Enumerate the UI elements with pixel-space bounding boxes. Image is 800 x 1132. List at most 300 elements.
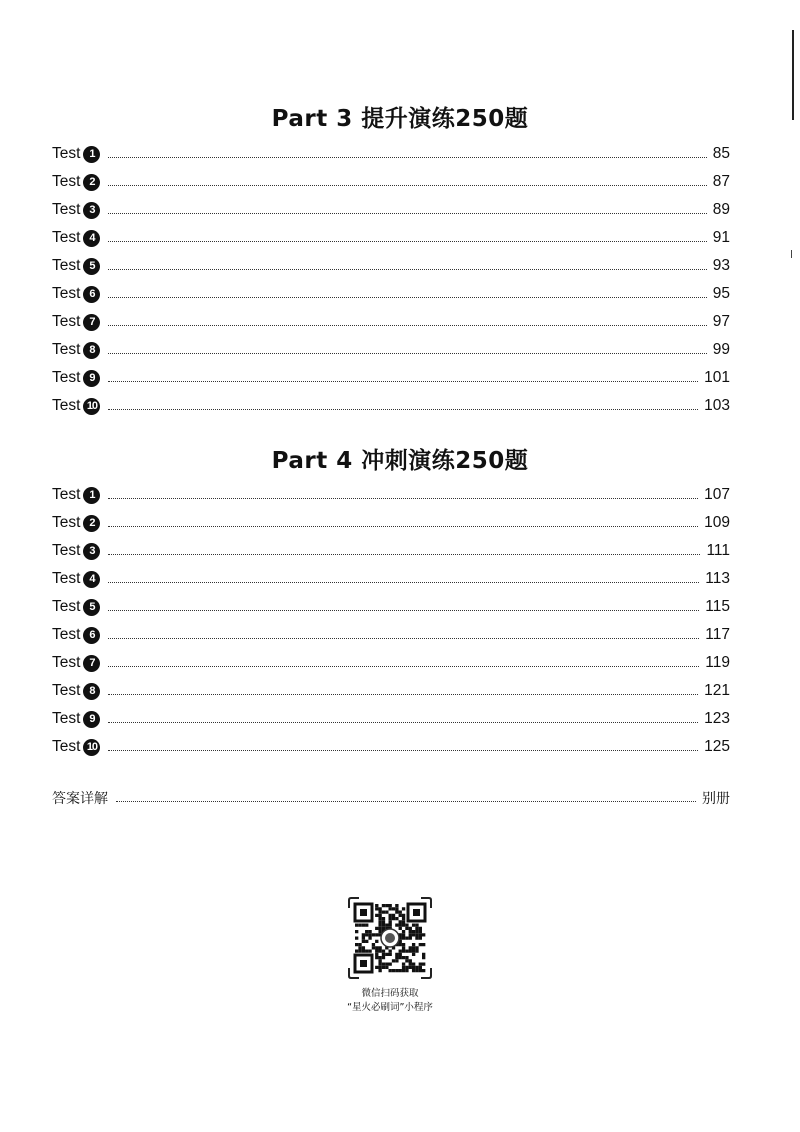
page-number: 115 [705,598,730,615]
qr-module [405,966,408,969]
qr-module [389,917,392,920]
test-label-wrap [52,710,100,728]
qr-module [375,953,378,956]
qr-module [405,956,408,959]
qr-module [358,943,361,946]
qr-module [375,904,378,907]
qr-module [365,950,368,953]
test-label: Test [52,486,81,503]
qr-module [385,904,388,907]
qr-module [372,933,375,936]
page-number: 121 [704,682,730,699]
toc-row-test[interactable] [52,392,730,420]
part3-title: Part 3 提升演练250题 [271,106,529,132]
qr-module [402,917,405,920]
qr-module [412,930,415,933]
test-number-badge: 9 [83,370,100,387]
qr-module [419,937,422,940]
qr-module [422,963,425,966]
qr-module [389,950,392,953]
page-number: 99 [712,341,730,358]
page-number: 117 [705,626,730,643]
qr-module [368,933,371,936]
qr-module [415,930,418,933]
qr-module [375,933,378,936]
scan-tick-mark [791,250,792,258]
qr-module [375,966,378,969]
qr-module [389,953,392,956]
qr-module [402,930,405,933]
qr-module [399,927,402,930]
test-label-wrap [52,341,100,359]
toc-row-test[interactable] [52,336,730,364]
qr-module [399,950,402,953]
qr-module [402,924,405,927]
toc-row-test[interactable] [52,677,730,705]
qr-module [382,966,385,969]
qr-module [358,950,361,953]
qr-module [419,927,422,930]
qr-module [389,963,392,966]
qr-module [405,959,408,962]
toc-row-test[interactable] [52,537,730,565]
page-number: 103 [704,397,730,414]
qr-module [382,950,385,953]
qr-module [399,943,402,946]
test-number-badge: 8 [83,683,100,700]
dot-leader [108,750,698,751]
qr-module [362,933,365,936]
page-number: 85 [712,145,730,162]
dot-leader [108,381,698,382]
test-label-wrap [52,626,100,644]
qr-module [355,937,358,940]
qr-module [399,956,402,959]
test-number-badge: 6 [83,286,100,303]
qr-module [392,969,395,972]
qr-module [355,950,358,953]
qr-module [402,956,405,959]
test-label: Test [52,229,81,246]
qr-module [399,920,402,923]
toc-row-answers[interactable] [52,784,730,812]
qr-module [362,940,365,943]
qr-module [409,933,412,936]
part4-toc-list [52,481,730,761]
qr-module [375,956,378,959]
qr-module [362,946,365,949]
qr-module [382,917,385,920]
qr-module [402,963,405,966]
qr-module [409,950,412,953]
page-number: 89 [712,201,730,218]
qr-module [385,924,388,927]
qr-module [382,963,385,966]
test-label-wrap [52,173,100,191]
test-label: Test [52,570,81,587]
page-number: 87 [712,173,730,190]
qr-module [415,969,418,972]
qr-module [399,953,402,956]
qr-module [402,920,405,923]
test-label: Test [52,201,81,218]
test-label-wrap [52,369,100,387]
qr-module [402,946,405,949]
qr-module [399,969,402,972]
qr-module [412,963,415,966]
test-number-badge: 2 [83,515,100,532]
qr-module [382,924,385,927]
test-label: Test [52,514,81,531]
dot-leader [108,694,698,695]
qr-module [405,924,408,927]
dot-leader [108,409,698,410]
qr-module [395,911,398,914]
qr-module [365,930,368,933]
test-label: Test [52,145,81,162]
qr-module [389,907,392,910]
test-label: Test [52,257,81,274]
toc-row-test[interactable] [52,224,730,252]
qr-module [409,927,412,930]
qr-module [378,914,381,917]
dot-leader [108,213,706,214]
qr-module [412,966,415,969]
page-number: 93 [712,257,730,274]
qr-module [368,937,371,940]
toc-row-test[interactable] [52,252,730,280]
qr-code-icon [347,896,433,980]
qr-module [378,920,381,923]
qr-module [402,907,405,910]
test-label-wrap [52,486,100,504]
qr-module [395,953,398,956]
qr-module [419,966,422,969]
qr-module [378,969,381,972]
dot-leader [108,582,699,583]
qr-module [392,907,395,910]
qr-module [392,917,395,920]
qr-module [389,969,392,972]
qr-module [419,963,422,966]
test-label: Test [52,654,81,671]
qr-module [382,953,385,956]
dot-leader [108,722,698,723]
qr-module [402,937,405,940]
qr-module [355,943,358,946]
test-number-badge: 5 [83,258,100,275]
qr-module [378,946,381,949]
qr-module [378,963,381,966]
test-label-wrap [52,598,100,616]
dot-leader [108,297,706,298]
qr-module [365,933,368,936]
qr-module [399,914,402,917]
qr-module [399,911,402,914]
qr-module [415,966,418,969]
qr-module [385,911,388,914]
qr-module [419,933,422,936]
qr-module [395,904,398,907]
qr-module [355,930,358,933]
test-number-badge: 10 [83,739,100,756]
qr-module [389,924,392,927]
qr-module [375,907,378,910]
test-number-badge: 2 [83,174,100,191]
page-number: 109 [704,514,730,531]
qr-module [378,930,381,933]
qr-module [412,933,415,936]
qr-module [378,907,381,910]
dot-leader [108,554,700,555]
dot-leader [108,269,706,270]
page-number: 91 [712,229,730,246]
qr-module [415,927,418,930]
qr-module [362,937,365,940]
test-label-wrap [52,514,100,532]
toc-row-test[interactable] [52,196,730,224]
qr-module [385,966,388,969]
qr-module [412,969,415,972]
qr-module [412,950,415,953]
test-label: Test [52,173,81,190]
test-label: Test [52,626,81,643]
test-label-wrap [52,285,100,303]
qr-module [402,933,405,936]
qr-module [405,937,408,940]
test-label-wrap [52,257,100,275]
test-number-badge: 10 [83,398,100,415]
test-label: Test [52,682,81,699]
toc-row-test[interactable] [52,733,730,761]
qr-module [372,946,375,949]
qr-module [389,920,392,923]
dot-leader [108,498,698,499]
qr-module [422,956,425,959]
test-label: Test [52,738,81,755]
qr-module [402,943,405,946]
qr-module [415,937,418,940]
qr-module [355,924,358,927]
qr-module [409,946,412,949]
test-number-badge: 4 [83,230,100,247]
qr-module [422,933,425,936]
toc-row-test[interactable] [52,621,730,649]
test-label-wrap [52,738,100,756]
test-number-badge: 7 [83,314,100,331]
qr-module [419,969,422,972]
page-number: 107 [704,486,730,503]
toc-row-test[interactable] [52,308,730,336]
qr-module [395,969,398,972]
test-label-wrap [52,570,100,588]
qr-module [378,927,381,930]
qr-module [375,950,378,953]
test-number-badge: 3 [83,202,100,219]
test-label: Test [52,710,81,727]
qr-module [405,950,408,953]
page-number: 113 [705,570,730,587]
test-number-badge: 4 [83,571,100,588]
qr-module [409,930,412,933]
qr-module [415,933,418,936]
qr-module [365,924,368,927]
qr-module [395,956,398,959]
test-number-badge: 9 [83,711,100,728]
dot-leader [116,801,696,802]
qr-module [422,943,425,946]
qr-module [415,924,418,927]
qr-caption-line2: “星火必刷词”小程序 [347,1002,433,1013]
page-number: 97 [712,313,730,330]
qr-module [422,953,425,956]
qr-module [382,956,385,959]
page-number: 101 [704,369,730,386]
test-label-wrap [52,682,100,700]
toc-row-test[interactable] [52,649,730,677]
qr-module [392,959,395,962]
qr-module [382,927,385,930]
qr-module [385,963,388,966]
answers-label: 答案详解 [52,791,108,807]
toc-row-test[interactable] [52,565,730,593]
qr-module [402,914,405,917]
qr-module [415,950,418,953]
answers-page: 别册 [702,791,730,807]
qr-module [362,924,365,927]
qr-module [419,943,422,946]
qr-caption-line1: 微信扫码获取 [361,988,419,999]
qr-module [412,924,415,927]
dot-leader [108,526,698,527]
qr-module [392,914,395,917]
test-number-badge: 7 [83,655,100,672]
qr-module [358,946,361,949]
toc-row-test[interactable] [52,593,730,621]
test-number-badge: 8 [83,342,100,359]
qr-module [358,924,361,927]
qr-module [375,927,378,930]
qr-module [375,940,378,943]
qr-code-graphic [347,896,433,980]
qr-module [409,966,412,969]
toc-row-test[interactable] [52,280,730,308]
qr-module [382,920,385,923]
qr-module [378,950,381,953]
page-number: 119 [705,654,730,671]
test-label: Test [52,542,81,559]
part3-toc-list [52,140,730,420]
dot-leader [108,241,706,242]
qr-module [378,966,381,969]
test-label: Test [52,369,81,386]
toc-row-test[interactable] [52,364,730,392]
qr-module [378,959,381,962]
qr-module [385,953,388,956]
test-label: Test [52,285,81,302]
qr-module [402,969,405,972]
qr-module [409,963,412,966]
qr-module [382,904,385,907]
qr-module [362,950,365,953]
test-number-badge: 1 [83,487,100,504]
page-number: 123 [704,710,730,727]
part4-title: Part 4 冲刺演练250题 [271,448,529,474]
test-label-wrap [52,542,100,560]
qr-module [419,930,422,933]
qr-module [395,917,398,920]
qr-module [365,940,368,943]
qr-module [382,911,385,914]
qr-module [402,966,405,969]
qr-module [395,924,398,927]
qr-module [422,969,425,972]
qr-module [409,937,412,940]
test-label-wrap [52,313,100,331]
test-label: Test [52,341,81,358]
toc-row-test[interactable] [52,509,730,537]
test-label: Test [52,598,81,615]
dot-leader [108,157,706,158]
qr-module [378,917,381,920]
qr-module [378,956,381,959]
qr-module [402,950,405,953]
qr-module [405,927,408,930]
qr-module [389,914,392,917]
test-label: Test [52,313,81,330]
qr-module [375,946,378,949]
qr-module [409,959,412,962]
toc-row-test[interactable] [52,168,730,196]
qr-module [389,904,392,907]
qr-module [415,946,418,949]
dot-leader [108,638,699,639]
qr-module [412,946,415,949]
test-label: Test [52,397,81,414]
dot-leader [108,666,699,667]
test-number-badge: 1 [83,146,100,163]
dot-leader [108,610,699,611]
dot-leader [108,325,706,326]
qr-module [368,930,371,933]
qr-module [378,924,381,927]
toc-row-test[interactable] [52,705,730,733]
page-number: 111 [706,542,730,559]
qr-module [395,907,398,910]
test-label-wrap [52,201,100,219]
test-number-badge: 6 [83,627,100,644]
qr-module [412,953,415,956]
page-number: 125 [704,738,730,755]
page-number: 95 [712,285,730,302]
qr-module [412,943,415,946]
test-label-wrap [52,229,100,247]
toc-row-test[interactable] [52,140,730,168]
toc-row-test[interactable] [52,481,730,509]
qr-module [405,969,408,972]
test-number-badge: 5 [83,599,100,616]
qr-module [399,924,402,927]
test-label-wrap [52,397,100,415]
qr-module [375,914,378,917]
qr-module [372,943,375,946]
test-number-badge: 3 [83,543,100,560]
dot-leader [108,353,706,354]
qr-module [378,911,381,914]
test-label-wrap [52,654,100,672]
qr-module [395,959,398,962]
dot-leader [108,185,706,186]
